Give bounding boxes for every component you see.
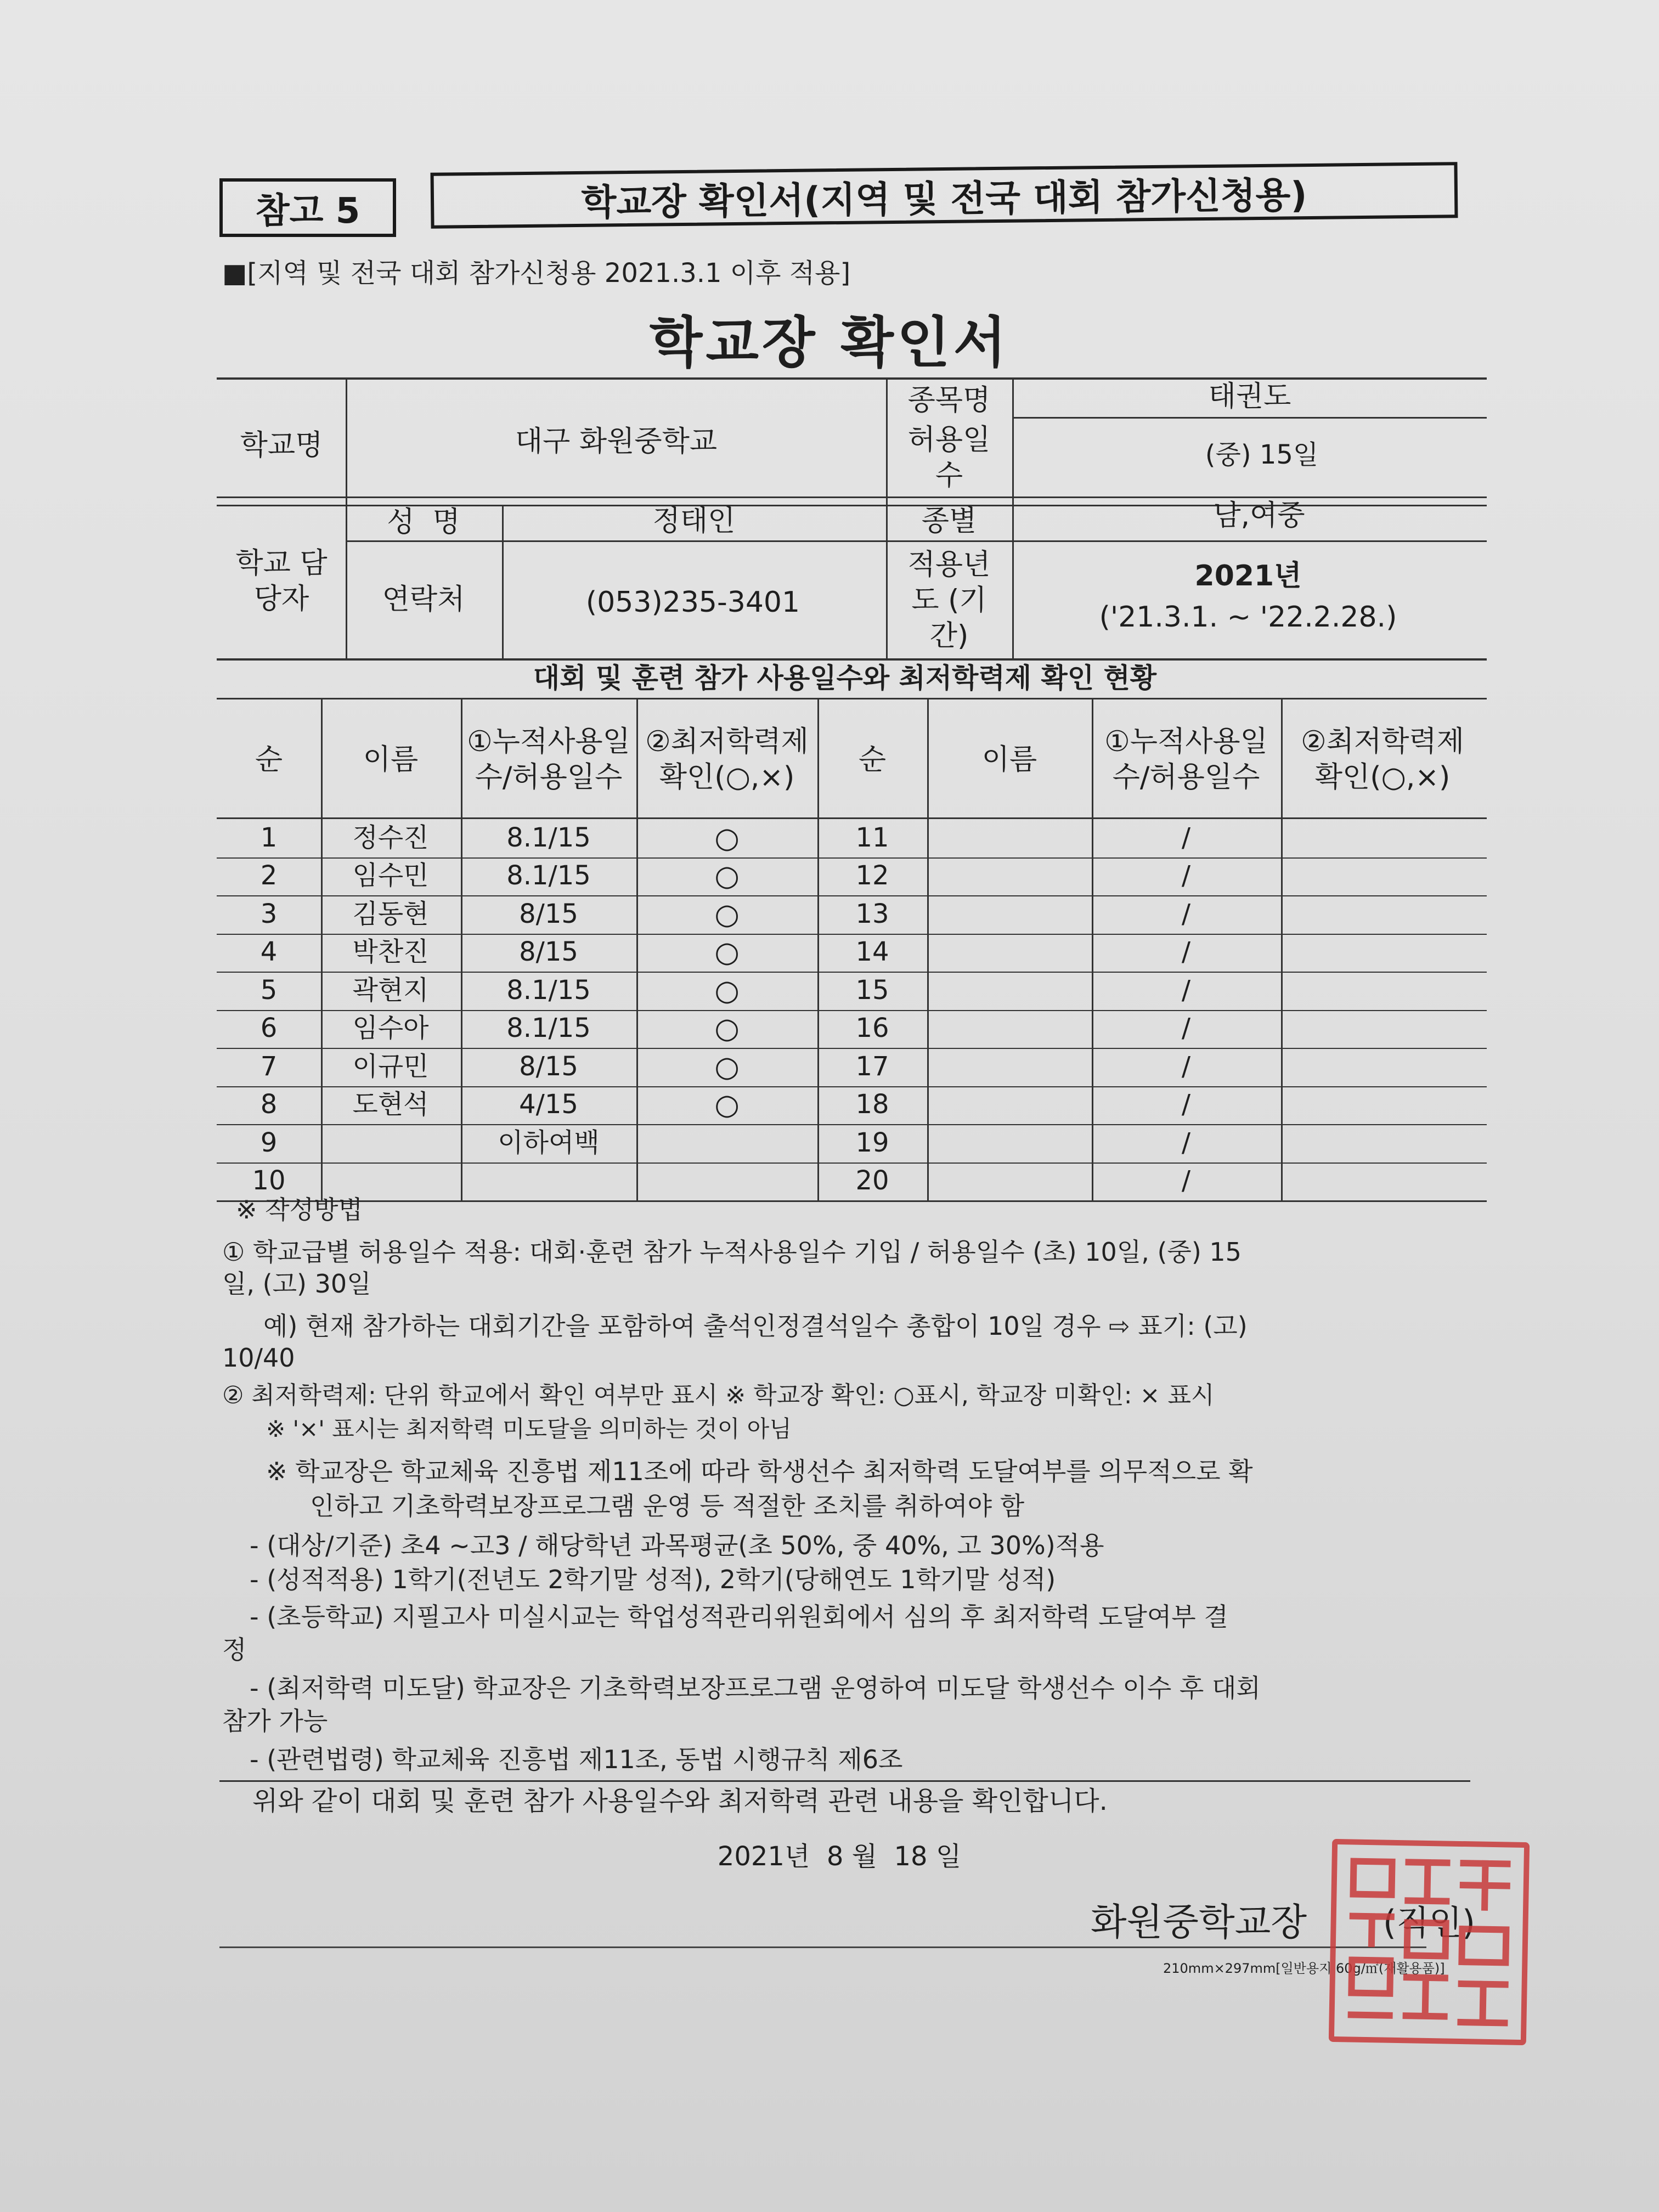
row-days: 8.1/15 (506, 1013, 591, 1044)
info-bottom-line (217, 658, 1487, 661)
principal-signer: 화원중학교장 (1090, 1901, 1307, 1945)
row-days: 8.1/15 (506, 974, 591, 1006)
document-title: 학교장 확인서 (649, 311, 1010, 375)
notes-divider (219, 1780, 1470, 1782)
row-no: 1 (260, 822, 278, 853)
applicability-note: ■[지역 및 전국 대회 참가신청용 2021.3.1 이후 적용] (222, 258, 851, 289)
table-row-line (217, 934, 1487, 935)
row-check-mark: ○ (714, 1050, 740, 1084)
row-check-mark: ○ (714, 1012, 740, 1046)
table-row-line (217, 857, 1487, 859)
row-no-right: 18 (855, 1089, 889, 1120)
period-label: 적용년도 (기간) (907, 548, 991, 653)
row-check-mark: ○ (714, 936, 740, 969)
issue-date: 2021년 8 월 18 일 (717, 1841, 962, 1872)
info-line (1012, 417, 1487, 419)
row-days: 8/15 (519, 936, 578, 968)
row-name: 이규민 (352, 1051, 429, 1082)
table-row-line (217, 1124, 1487, 1125)
notes-heading: ※ 작성방법 (236, 1195, 363, 1224)
row-days: 8/15 (519, 1051, 578, 1082)
row-name: 정수진 (352, 822, 429, 853)
row-days-right: / (1181, 974, 1191, 1006)
row-no-right: 20 (855, 1165, 889, 1197)
row-no-right: 15 (855, 974, 889, 1006)
table-bottom-line (217, 1200, 1487, 1202)
row-no-right: 16 (855, 1013, 889, 1044)
row-no: 10 (252, 1165, 286, 1197)
table-vline (321, 699, 323, 1201)
row-days-right: / (1181, 1013, 1191, 1044)
period-range: ('21.3.1. ~ '22.2.28.) (1099, 600, 1397, 634)
row-name: 박찬진 (352, 936, 429, 968)
info-line (346, 540, 1487, 542)
row-days: 8.1/15 (506, 860, 591, 891)
table-row-line (217, 1010, 1487, 1011)
info-vline (886, 379, 888, 658)
note-4: ※ '×' 표시는 최저학력 미도달을 의미하는 것이 아님 (266, 1415, 792, 1442)
row-days: 8.1/15 (506, 822, 591, 853)
info-vline (346, 379, 347, 658)
info-vline (1012, 379, 1014, 658)
row-name: 임수민 (352, 860, 429, 891)
row-name: 김동현 (352, 898, 429, 929)
name-label: 성 명 (387, 505, 460, 539)
note-2b: 10/40 (222, 1343, 295, 1373)
title-box (431, 162, 1458, 229)
row-days-right: / (1181, 1051, 1191, 1082)
seal-label: (직인) (1383, 1902, 1476, 1943)
header-name-right: 이름 (981, 743, 1037, 776)
row-days: 이하여백 (498, 1127, 600, 1158)
note-2a: 예) 현재 참가하는 대회기간을 포함하여 출석인정결석일수 총합이 10일 경우 ⇨ 표기: (고) (263, 1311, 1248, 1341)
table-vline (1092, 699, 1093, 1201)
row-name: 도현석 (352, 1089, 429, 1120)
row-no: 3 (260, 898, 278, 929)
row-no: 2 (260, 860, 278, 891)
school-label: 학교명 (240, 428, 323, 462)
table-row-line (217, 1163, 1487, 1164)
table-vline (461, 699, 462, 1201)
info-vline (502, 505, 504, 658)
note-5a: ※ 학교장은 학교체육 진흥법 제11조에 따라 학생선수 최저학력 도달여부를 의무적으로 확 (266, 1457, 1253, 1486)
table-header-line (217, 817, 1487, 819)
allow-label: 허용일수 (907, 424, 991, 492)
header-no-right: 순 (858, 743, 887, 776)
header-no: 순 (255, 743, 283, 776)
row-check-mark: ○ (714, 860, 740, 893)
row-no: 5 (260, 974, 278, 1006)
contact-value: (053)235-3401 (585, 585, 800, 619)
row-days-right: / (1181, 822, 1191, 853)
row-days-right: / (1181, 860, 1191, 891)
status-title-line (217, 698, 1487, 699)
seal-icon (1340, 1850, 1519, 2034)
row-days-right: / (1181, 936, 1191, 968)
note-7: - (성적적용) 1학기(전년도 2학기말 성적), 2학기(당해연도 1학기말 성적) (250, 1565, 1056, 1594)
note-8a: - (초등학교) 지필고사 미실시교는 학업성적관리위원회에서 심의 후 최저학력 도달여부 결 (250, 1602, 1228, 1632)
table-vline (636, 699, 638, 1201)
period-year: 2021년 (1194, 559, 1302, 592)
row-check-mark: ○ (714, 821, 740, 855)
info-line (217, 496, 1487, 498)
header-days: ①누적사용일수/허용일수 (467, 725, 630, 794)
row-no: 8 (260, 1089, 278, 1120)
header-days-right: ①누적사용일수/허용일수 (1104, 725, 1268, 794)
table-row-line (217, 895, 1487, 896)
row-name: 곽현지 (352, 974, 429, 1006)
allow-value: (중) 15일 (1205, 439, 1319, 471)
reference-label: 참고 5 (255, 190, 360, 232)
reference-label-box (219, 178, 396, 237)
footer-line (219, 1946, 1426, 1948)
row-no-right: 12 (855, 860, 889, 891)
school-value: 대구 화원중학교 (515, 425, 718, 458)
table-vline (1281, 699, 1283, 1201)
header-check: ②최저학력제 확인(○,×) (645, 725, 809, 794)
row-days: 4/15 (519, 1089, 578, 1120)
row-no-right: 19 (855, 1127, 889, 1158)
note-8b: 정 (222, 1635, 247, 1664)
row-name: 임수아 (352, 1013, 429, 1044)
note-1b: 일, (고) 30일 (222, 1269, 371, 1299)
info-top-line (217, 377, 1487, 380)
official-seal-stamp (1329, 1839, 1530, 2045)
table-row-line (217, 972, 1487, 973)
row-check-mark: ○ (714, 974, 740, 1007)
row-days-right: / (1181, 1165, 1191, 1197)
paper-spec: 210mm×297mm[일반용지 60g/㎡(재활용품)] (1163, 1961, 1445, 1976)
header-name: 이름 (363, 743, 419, 776)
row-no: 7 (260, 1051, 278, 1082)
table-vline (927, 699, 929, 1201)
contact-label: 연락처 (382, 583, 465, 616)
event-value: 태권도 (1208, 380, 1291, 413)
note-10: - (관련법령) 학교체육 진흥법 제11조, 동법 시행규칙 제6조 (250, 1745, 903, 1774)
table-row-line (217, 1086, 1487, 1087)
table-row-line (217, 1048, 1487, 1049)
row-days-right: / (1181, 898, 1191, 929)
name-value: 정태인 (652, 504, 736, 538)
row-no-right: 11 (855, 822, 889, 853)
row-check-mark: ○ (714, 1088, 740, 1122)
row-days-right: / (1181, 1089, 1191, 1120)
row-days: 8/15 (519, 898, 578, 929)
note-5b: 인하고 기초학력보장프로그램 운영 등 적절한 조치를 취하여야 함 (310, 1491, 1025, 1521)
title-box-text: 학교장 확인서(지역 및 전국 대회 참가신청용) (581, 173, 1307, 224)
note-9b: 참가 가능 (222, 1706, 328, 1736)
row-no-right: 13 (855, 898, 889, 929)
header-check-right: ②최저학력제 확인(○,×) (1301, 725, 1464, 794)
gender-value: 남,여중 (1213, 499, 1305, 532)
note-9a: - (최저학력 미도달) 학교장은 기초학력보장프로그램 운영하여 미도달 학생선수 이수 후 대회 (250, 1673, 1261, 1703)
note-1a: ① 학교급별 허용일수 적용: 대회·훈련 참가 누적사용일수 기입 / 허용일수 (초) 10일, (중) 15 (222, 1237, 1242, 1267)
row-no-right: 14 (855, 936, 889, 968)
table-vline (817, 699, 819, 1201)
gender-label: 종별 (921, 504, 977, 538)
row-no-right: 17 (855, 1051, 889, 1082)
note-6: - (대상/기준) 초4 ~고3 / 해당학년 과목평균(초 50%, 중 40%, 고 30%)적용 (250, 1531, 1104, 1560)
row-no: 6 (260, 1013, 278, 1044)
event-label: 종목명 (907, 383, 991, 417)
status-title: 대회 및 훈련 참가 사용일수와 최저학력제 확인 현황 (533, 662, 1157, 694)
confirm-statement: 위와 같이 대회 및 훈련 참가 사용일수와 최저학력 관련 내용을 확인합니다. (252, 1786, 1108, 1816)
row-check-mark: ○ (714, 898, 740, 931)
row-no: 4 (260, 936, 278, 968)
row-days-right: / (1181, 1127, 1191, 1158)
manager-label: 학교 담당자 (235, 547, 328, 616)
row-no: 9 (260, 1127, 278, 1158)
note-3: ② 최저학력제: 단위 학교에서 확인 여부만 표시 ※ 학교장 확인: ○표시, 학교장 미확인: × 표시 (222, 1381, 1215, 1409)
